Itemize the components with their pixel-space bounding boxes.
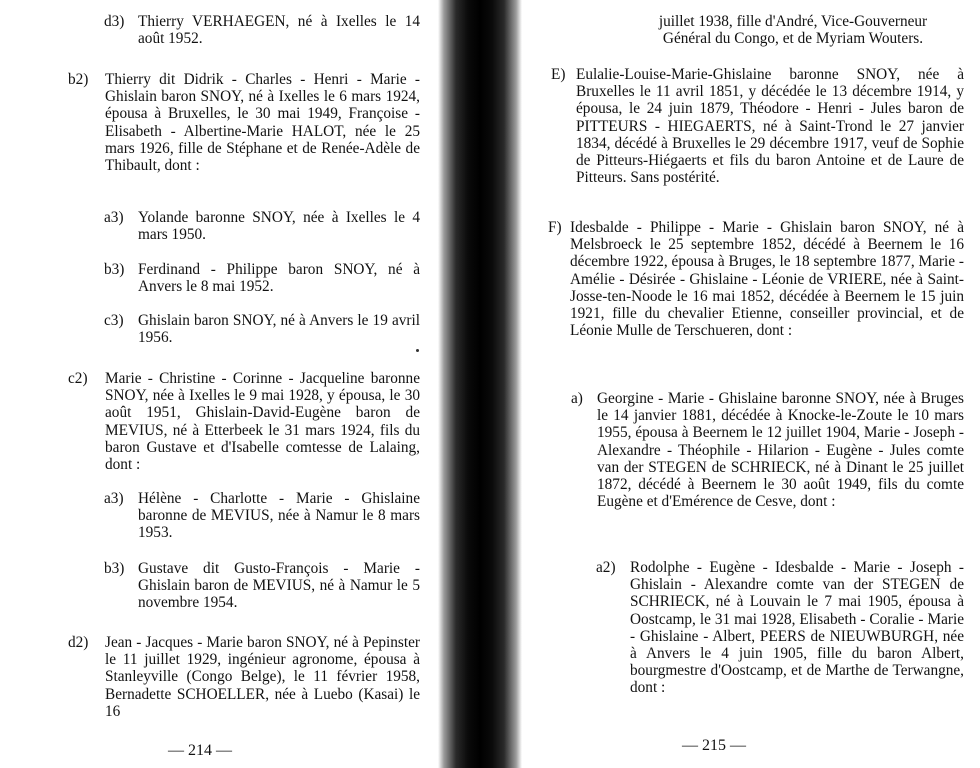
entry-text: Idesbalde - Philippe - Marie - Ghislain baron SNOY, né à Melsbroeck le 25 septembre 1852, décédé à Beernem le 16 décembre 1922, épousa à Bruges, le 18 septembre 1877, Marie - Amélie - Désirée - Ghislaine - Léonie de VRIERE, née à Saint-Josse-ten-Noode le 16 mai 1852, décédée à Beernem le 15 juin 1921, fille du chevalier Etienne, conseiller provincial, et de Léonie Mulle de Terschueren, dont : [570,219,964,340]
entry-text: Ghislain baron SNOY, né à Anvers le 19 avril 1956. [138,312,420,347]
entry-d3-verhaegen [104,13,420,48]
entry-marker: c2) [68,370,88,387]
entry-text: Jean - Jacques - Marie baron SNOY, né à Pepinster le 11 juillet 1929, ingénieur agronome, épousa à Stanleyville (Congo Belge), le 11 février 1958, Bernadette SCHOELLER, née à Luebo (Kasai) le 16 [105,634,420,720]
page-number: — 214 — [168,742,232,759]
entry-text: Gustave dit Gusto-François - Marie - Ghislain baron de MEVIUS, né à Namur le 5 novembre 1954. [138,560,420,612]
entry-text: juillet 1938, fille d'André, Vice-Gouverneur Général du Congo, et de Myriam Wouters. [658,13,928,48]
entry-a3-helene [104,490,420,542]
entry-marker: a) [571,390,583,407]
page-number: — 215 — [682,737,746,754]
entry-a-georgine [571,390,964,511]
entry-b3-gustave [104,560,420,612]
entry-marker: E) [551,66,566,83]
entry-b2-thierry [68,71,420,175]
entry-e-eulalie [551,66,964,187]
entry-marker: b2) [68,71,89,88]
entry-text: Rodolphe - Eugène - Idesbalde - Marie - Joseph - Ghislain - Alexandre comte van der STEGEN de SCHRIECK, né à Louvain le 7 mai 1905, épousa à Oostcamp, le 31 mai 1928, Elisabeth - Coralie - Marie - Ghislaine - Albert, PEERS de NIEUWBURGH, née à Anvers le 4 juin 1905, fille du baron Albert, bourgmestre d'Oostcamp, et de Marthe de Terwangne, dont : [630,559,964,697]
left-page [0,0,440,768]
entry-b3-ferdinand [104,261,420,296]
entry-c3-ghislain [104,312,420,347]
entry-text: Hélène - Charlotte - Marie - Ghislaine baronne de MEVIUS, née à Namur le 8 mars 1953. [138,490,420,542]
entry-text: Ferdinand - Philippe baron SNOY, né à Anvers le 8 mai 1952. [138,261,420,296]
entry-text: Thierry VERHAEGEN, né à Ixelles le 14 août 1952. [138,13,420,48]
book-gutter [438,0,522,768]
entry-d2-jean-jacques [68,634,420,720]
ink-speck [416,349,419,352]
entry-marker: b3) [104,261,125,278]
entry-marker: F) [548,219,562,236]
entry-a2-rodolphe [596,559,964,697]
entry-marker: b3) [104,560,125,577]
entry-marker: d3) [104,13,125,30]
entry-text: Thierry dit Didrik - Charles - Henri - Marie - Ghislain baron SNOY, né à Ixelles le 6 mars 1924, épousa à Bruxelles, le 30 mai 1949, Françoise - Elisabeth - Albertine-Marie HALOT, née le 25 mars 1926, fille de Stéphane et de Renée-Adèle de Thibault, dont : [105,71,420,175]
entry-text: Marie - Christine - Corinne - Jacqueline baronne SNOY, née à Ixelles le 9 mai 1928, y épousa, le 30 août 1951, Ghislain-David-Eugène baron de MEVIUS, né à Etterbeek le 31 mars 1924, fils du baron Gustave et d'Isabelle comtesse de Lalaing, dont : [105,370,420,474]
entry-marker: a3) [104,209,124,226]
entry-c2-marie-christine [68,370,420,474]
entry-marker: a2) [596,559,616,576]
entry-f-idesbalde [548,219,964,340]
entry-marker: d2) [68,634,89,651]
right-page [520,0,980,768]
entry-text: Yolande baronne SNOY, née à Ixelles le 4 mars 1950. [138,209,420,244]
entry-a3-yolande [104,209,420,244]
continuation-text [635,13,951,47]
entry-marker: a3) [104,490,124,507]
entry-text: Eulalie-Louise-Marie-Ghislaine baronne SNOY, née à Bruxelles le 11 avril 1851, y décédée le 13 décembre 1914, y épousa, le 24 juin 1879, Théodore - Henri - Jules baron de PITTEURS - HIEGAERTS, né à Saint-Trond le 27 janvier 1834, décédé à Bruxelles le 29 décembre 1917, veuf de Sophie de Pitteurs-Hiégaerts et fils du baron Antoine et de Laure de Pitteurs. Sans postérité. [576,66,964,187]
entry-text: Georgine - Marie - Ghislaine baronne SNOY, née à Bruges le 14 janvier 1881, décédée à Knocke-le-Zoute le 10 mars 1955, épousa à Beernem le 12 juillet 1904, Marie - Joseph - Alexandre - Théophile - Hilarion - Eugène - Jules comte van der STEGEN de SCHRIECK, né à Dinant le 25 juillet 1872, décédé à Beernem le 30 août 1949, fils du comte Eugène et d'Emérence de Cesve, dont : [597,390,964,511]
entry-marker: c3) [104,312,124,329]
